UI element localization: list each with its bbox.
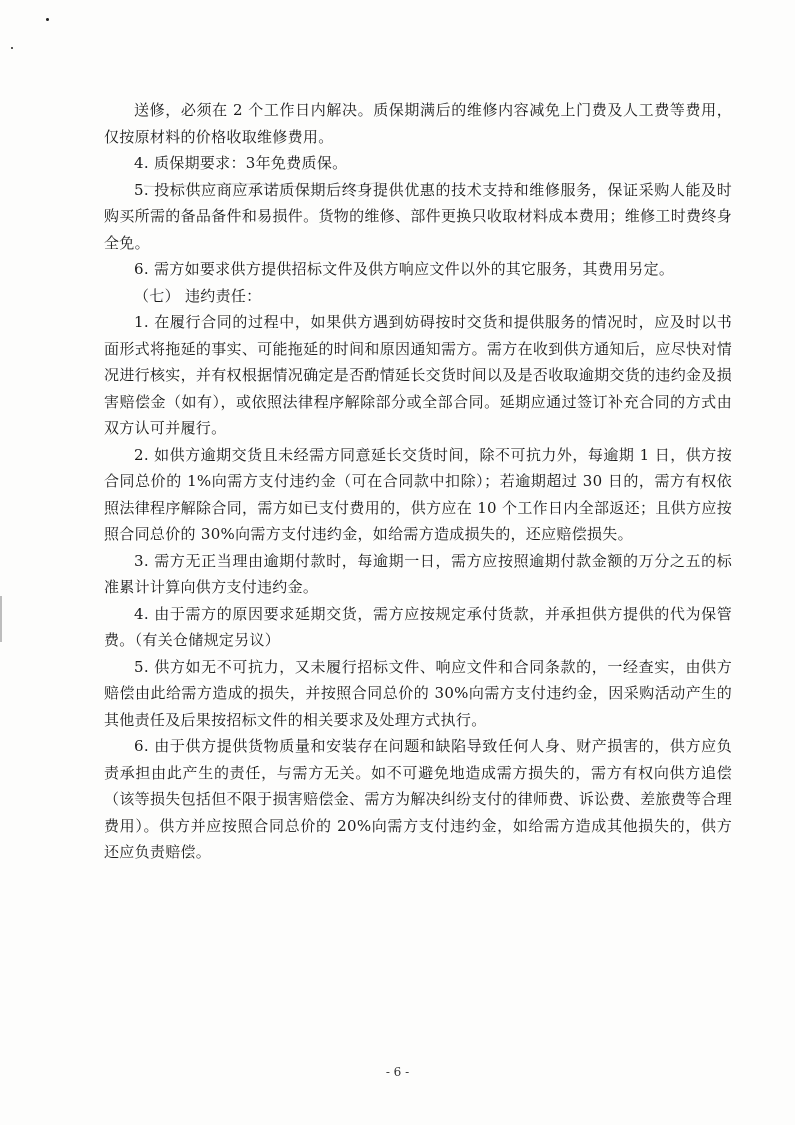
scan-speck — [11, 47, 13, 49]
page-number: - 6 - — [385, 1065, 410, 1079]
paragraph-lifetime-support: 5. 投标供应商应承诺质保期后终身提供优惠的技术支持和维修服务，保证采购人能及时购买所需的备品备件和易损件。货物的维修、部件更换只收取材料成本费用；维修工时费终身全免。 — [104, 180, 732, 252]
paragraph-breach-2: 2. 如供方逾期交货且未经需方同意延长交货时间，除不可抗力外，每逾期 1 日，供方按合同总价的 1%向需方支付违约金（可在合同款中扣除）；若逾期超过 30 日的，需方有权依照法律程序解除合同，需方如已支付费用的，供方应在 10 个工作日内全部返还；且供方应按照合同总价的 30%向需方支付违约金，如给需方造成损失的，还应赔偿损失。 — [104, 445, 732, 543]
paragraph-warranty-period: 4. 质保期要求：3年免费质保。 — [134, 154, 348, 172]
paragraph-breach-4: 4. 由于需方的原因要求延期交货，需方应按规定承付货款，并承担供方提供的代为保管费。（有关仓储规定另议） — [104, 604, 732, 649]
paragraph-repair-continuation: 送修，必须在 2 个工作日内解决。质保期满后的维修内容减免上门费及人工费等费用，仅按原材料的价格收取维修费用。 — [104, 101, 732, 146]
paragraph-breach-3: 3. 需方无正当理由逾期付款时，每逾期一日，需方应按照逾期付款金额的万分之五的标准累计计算向供方支付违约金。 — [104, 551, 732, 596]
scan-speck — [46, 18, 49, 21]
scan-edge-mark — [0, 596, 2, 642]
section-heading-breach-liability: （七） 违约责任： — [134, 286, 262, 305]
paragraph-breach-5: 5. 供方如无不可抗力，又未履行招标文件、响应文件和合同条款的，一经查实，由供方赔偿由此给需方造成的损失，并按照合同总价的 30%向需方支付违约金，因采购活动产生的其他责任及后果按招标文件的相关要求及处理方式执行。 — [104, 657, 732, 729]
paragraph-breach-1: 1. 在履行合同的过程中，如果供方遇到妨碍按时交货和提供服务的情况时，应及时以书面形式将拖延的事实、可能拖延的时间和原因通知需方。需方在收到供方通知后，应尽快对情况进行核实，并有权根据情况确定是否酌情延长交货时间以及是否收取逾期交货的违约金及损害赔偿金（如有），或依照法律程序解除部分或全部合同。延期应通过签订补充合同的方式由双方认可并履行。 — [104, 313, 732, 437]
paragraph-other-services: 6. 需方如要求供方提供招标文件及供方响应文件以外的其它服务，其费用另定。 — [134, 260, 675, 278]
paragraph-breach-6: 6. 由于供方提供货物质量和安装存在问题和缺陷导致任何人身、财产损害的，供方应负责承担由此产生的责任，与需方无关。如不可避免地造成需方损失的，需方有权向供方追偿（该等损失包括但不限于损害赔偿金、需方为解决纠纷支付的律师费、诉讼费、差旅费等合理费用）。供方并应按照合同总价的 20%向需方支付违约金，如给需方造成其他损失的，供方还应负责赔偿。 — [104, 737, 732, 861]
document-body — [104, 97, 732, 866]
